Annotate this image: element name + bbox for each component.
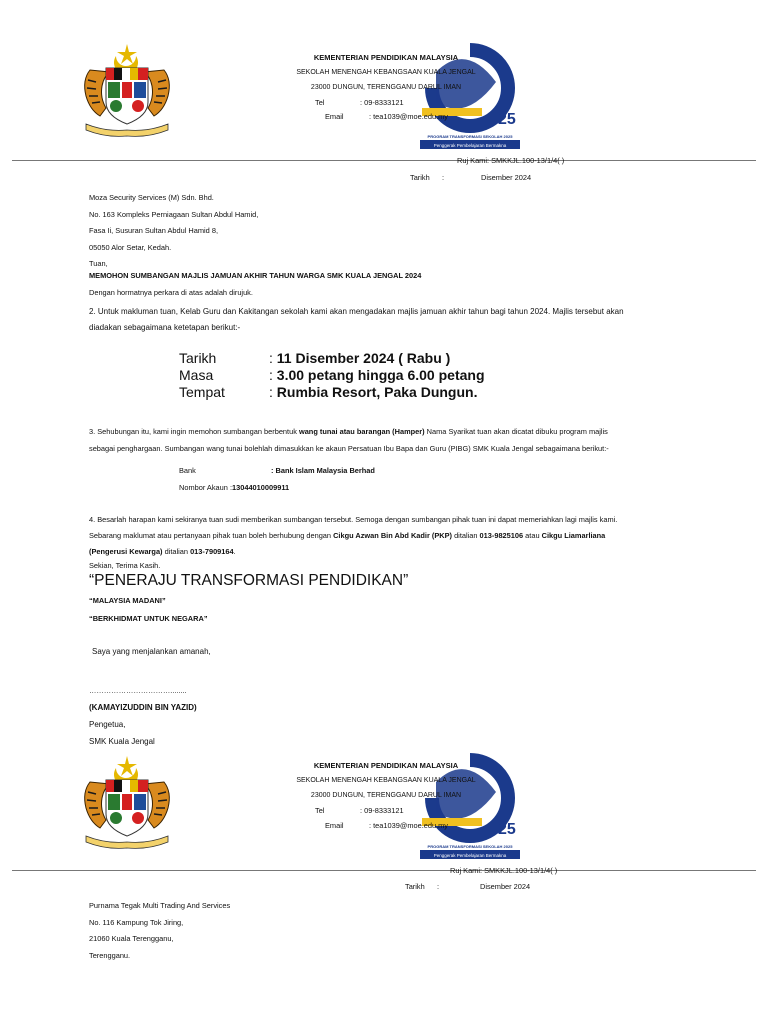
signer-title: Pengetua, [89, 720, 126, 729]
signature-line: ……………………………........ [89, 686, 187, 695]
date-line [410, 173, 532, 183]
tel-line [315, 806, 404, 816]
date-value: Disember 2024 [481, 173, 532, 182]
tel-label: Tel [315, 806, 325, 815]
school-name: SEKOLAH MENENGAH KEBANGSAAN KUALA JENGAL [296, 777, 476, 784]
paragraph-2-line: 2. Untuk makluman tuan, Kelab Guru dan Kakitangan sekolah kami akan mengadakan majlis jamuan akhir tahun bagi tahun 2024. Majlis tersebut akan [89, 307, 624, 316]
tel-value: : 09-8333121 [360, 98, 404, 107]
email-line [325, 112, 448, 122]
paragraph-4-text: ditalian [452, 531, 480, 540]
header-divider [12, 160, 756, 161]
event-date-row: Tarikh : 11 Disember 2024 ( Rabu ) [179, 350, 451, 366]
letter-subject: MEMOHON SUMBANGAN MAJLIS JAMUAN AKHIR TAHUN WARGA SMK KUALA JENGAL 2024 [89, 271, 422, 280]
paragraph-4-text: atau [523, 531, 542, 540]
email-label: Email [325, 821, 344, 830]
paragraph-4-text: ditalian [162, 547, 191, 556]
email-line [325, 821, 448, 831]
contact-role-2: (Pengerusi Kewarga) [89, 547, 163, 556]
recipient-address [89, 898, 389, 964]
paragraph-3-text: Nama Syarikat tuan akan dicatat dibuku program majlis [424, 427, 608, 436]
contact-phone-2: 013-7909164 [190, 547, 234, 556]
event-time-value: 3.00 petang hingga 6.00 petang [276, 367, 485, 383]
event-place-value: Rumbia Resort, Paka Dungun. [276, 384, 478, 400]
slogan-berkhidmat: “BERKHIDMAT UNTUK NEGARA” [89, 614, 208, 623]
recipient-line: No. 163 Kompleks Perniagaan Sultan Abdul Hamid, [89, 209, 259, 219]
main-slogan: “PENERAJU TRANSFORMASI PENDIDIKAN” [89, 572, 409, 589]
date-label: Tarikh [405, 882, 425, 891]
paragraph-3 [89, 423, 689, 457]
paragraph-4-text: Sebarang maklumat atau pertanyaan pihak tuan boleh berhubung dengan [89, 531, 334, 540]
recipient-line: Moza Security Services (M) Sdn. Bhd. [89, 193, 214, 202]
event-place-label: Tempat [179, 384, 225, 400]
closing-text: Sekian, Terima Kasih. [89, 561, 161, 570]
letter-header [276, 758, 496, 803]
logo-number: 25 [498, 821, 516, 838]
logo-tagline: Penggerak Pembelajaran Bermakna [433, 143, 507, 148]
school-name: SEKOLAH MENENGAH KEBANGSAAN KUALA JENGAL [296, 69, 476, 76]
ministry-name: KEMENTERIAN PENDIDIKAN MALAYSIA [313, 761, 459, 770]
event-time-label: Masa [179, 367, 214, 383]
header-divider [12, 870, 756, 871]
logo-caption: PROGRAM TRANSFORMASI SEKOLAH 2025 [427, 844, 513, 849]
contact-person-2: Cikgu Liamarliana [541, 531, 606, 540]
date-value: Disember 2024 [480, 882, 531, 891]
date-label: Tarikh [410, 173, 430, 182]
date-colon: : [442, 173, 445, 182]
date-colon: : [437, 882, 440, 891]
logo-number: 25 [498, 111, 516, 128]
account-number: 13044010009911 [232, 483, 290, 492]
recipient-line: No. 116 Kampung Tok Jiring, [89, 917, 184, 927]
recipient-line: Purnama Tegak Multi Trading And Services [89, 901, 231, 910]
signer-organization: SMK Kuala Jengal [89, 737, 155, 746]
account-label: Nombor Akaun : [179, 483, 232, 492]
event-time-row: Masa : 3.00 petang hingga 6.00 petang [179, 367, 485, 383]
logo-tagline: Penggerak Pembelajaran Bermakna [433, 853, 507, 858]
email-value: : tea1039@moe.edu.my [369, 112, 448, 121]
email-value: : tea1039@moe.edu.my [369, 821, 448, 830]
email-label: Email [325, 112, 344, 121]
bank-details [179, 462, 479, 496]
date-line [405, 882, 531, 892]
tel-label: Tel [315, 98, 325, 107]
recipient-line: 05050 Alor Setar, Kedah. [89, 242, 172, 252]
ministry-name: KEMENTERIAN PENDIDIKAN MALAYSIA [313, 53, 459, 62]
event-date-value: 11 Disember 2024 ( Rabu ) [276, 350, 451, 366]
slogan-madani: “MALAYSIA MADANI” [89, 596, 166, 605]
school-address: 23000 DUNGUN, TERENGGANU DARUL IMAN [310, 84, 462, 91]
recipient-line: 21060 Kuala Terengganu, [89, 934, 174, 943]
reference-number: Ruj Kami: SMKKJL.100-13/1/4( ) [457, 156, 565, 165]
contact-person-1: Cikgu Azwan Bin Abd Kadir (PKP) [333, 531, 453, 540]
paragraph-2-line: diadakan sebagaimana ketetapan berikut:- [89, 323, 241, 332]
signer-name: (KAMAYIZUDDIN BIN YAZID) [89, 703, 197, 712]
bank-label: Bank [179, 466, 196, 475]
salutation: Tuan, [89, 259, 108, 268]
coat-of-arms-logo [72, 752, 182, 852]
trust-statement: Saya yang menjalankan amanah, [92, 647, 211, 656]
intro-paragraph: Dengan hormatnya perkara di atas adalah dirujuk. [89, 288, 253, 297]
paragraph-3-line: sebagai penghargaan. Sumbangan wang tunai bolehlah dimasukkan ke akaun Persatuan Ibu Bapa dan Guru (PIBG) SMK Kuala Jengal sebagaimana berikut:- [89, 444, 609, 453]
event-details [179, 350, 485, 401]
logo-caption: PROGRAM TRANSFORMASI SEKOLAH 2025 [427, 134, 513, 139]
school-address: 23000 DUNGUN, TERENGGANU DARUL IMAN [310, 792, 462, 799]
paragraph-4 [89, 512, 689, 560]
event-date-label: Tarikh [179, 350, 217, 366]
recipient-address [89, 190, 389, 273]
tel-value: : 09-8333121 [360, 806, 404, 815]
paragraph-3-text: 3. Sehubungan itu, kami ingin memohon sumbangan berbentuk [89, 427, 299, 436]
donation-type: wang tunai atau barangan (Hamper) [298, 427, 425, 436]
coat-of-arms-logo [72, 40, 182, 140]
recipient-line: Fasa Ii, Susuran Sultan Abdul Hamid 8, [89, 226, 218, 235]
paragraph-4-line: 4. Besarlah harapan kami sekiranya tuan sudi memberikan sumbangan tersebut. Semoga dengan sumbangan pihak tuan ini dapat memeriahkan lagi majlis kami. [89, 515, 618, 524]
event-place-row: Tempat : Rumbia Resort, Paka Dungun. [179, 384, 478, 400]
paragraph-4-text: . [233, 547, 236, 556]
paragraph-2 [89, 304, 689, 336]
bank-name: : Bank Islam Malaysia Berhad [271, 466, 375, 475]
letter-header [276, 50, 496, 95]
reference-number: Ruj Kami: SMKKJL.100-13/1/4( ) [450, 866, 558, 875]
tel-line [315, 98, 404, 108]
recipient-line: Terengganu. [89, 950, 131, 960]
contact-phone-1: 013-9825106 [479, 531, 524, 540]
